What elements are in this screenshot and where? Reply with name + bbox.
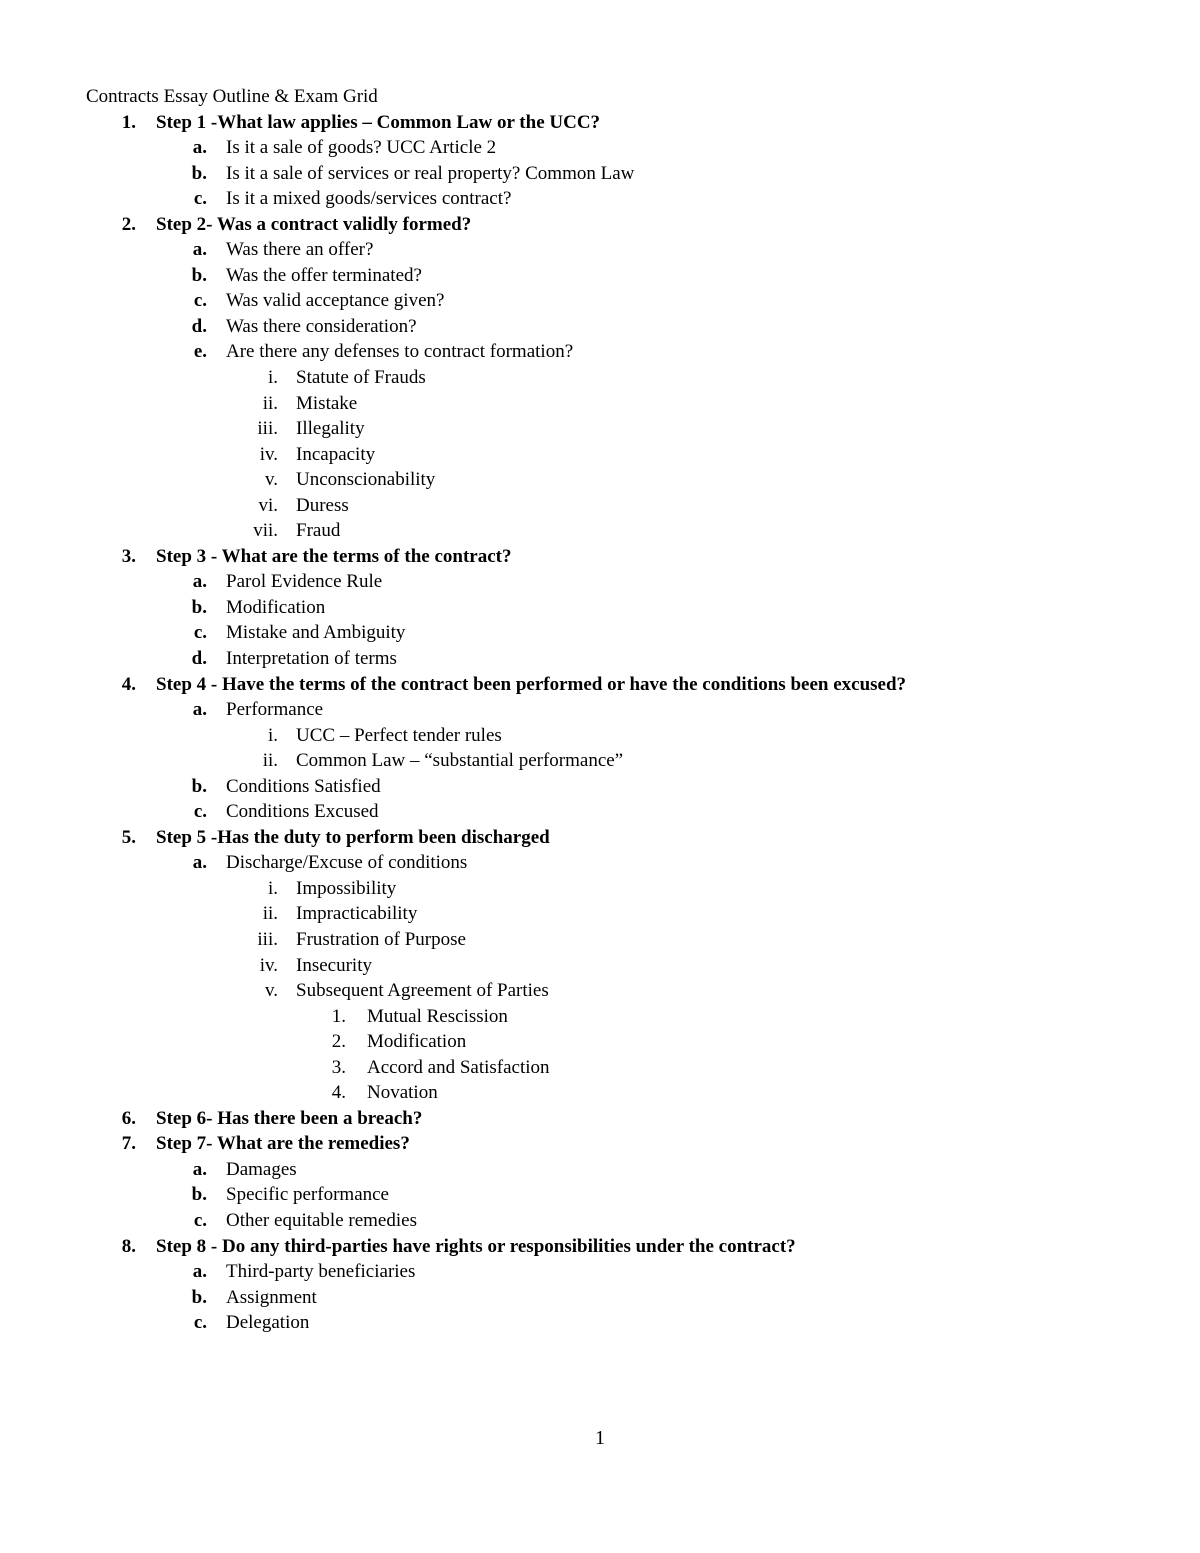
outline-text: Are there any defenses to contract formation? — [226, 341, 574, 363]
outline-item-level-2 — [0, 263, 1200, 289]
outline-marker: 3. — [331, 1056, 346, 1078]
outline-text: Assignment — [226, 1286, 317, 1308]
outline-marker: iv. — [259, 443, 278, 465]
outline-marker: d. — [191, 315, 207, 337]
outline-text: Step 6- Has there been a breach? — [156, 1107, 423, 1129]
outline-item-level-2 — [0, 186, 1200, 212]
outline-marker: 1. — [121, 111, 136, 133]
document-title: Contracts Essay Outline & Exam Grid — [86, 86, 378, 107]
outline-item-level-3 — [0, 723, 1200, 749]
outline-text: Illegality — [296, 418, 365, 440]
outline-item-level-3 — [0, 978, 1200, 1004]
outline-marker: iii. — [257, 418, 278, 440]
outline-item-level-3 — [0, 953, 1200, 979]
outline-marker: ii. — [262, 750, 278, 772]
outline-item-level-2 — [0, 1310, 1200, 1336]
outline-text: Modification — [226, 596, 326, 618]
outline-text: Delegation — [226, 1312, 310, 1334]
outline-text: Fraud — [296, 520, 341, 542]
outline-marker: 1. — [331, 1005, 346, 1027]
outline-list — [0, 110, 1200, 1336]
outline-item-level-4 — [0, 1055, 1200, 1081]
outline-marker: 5. — [121, 826, 136, 848]
outline-item-level-2 — [0, 1182, 1200, 1208]
outline-marker: d. — [191, 647, 207, 669]
outline-marker: b. — [191, 1184, 207, 1206]
outline-text: Other equitable remedies — [226, 1210, 417, 1232]
outline-item-level-2 — [0, 697, 1200, 723]
outline-text: Is it a sale of services or real property? Common Law — [226, 162, 635, 184]
outline-item-level-4 — [0, 1080, 1200, 1106]
outline-item-level-2 — [0, 161, 1200, 187]
outline-item-level-2 — [0, 799, 1200, 825]
outline-marker: a. — [192, 571, 207, 593]
outline-text: Step 2- Was a contract validly formed? — [156, 213, 472, 235]
outline-marker: c. — [193, 1210, 207, 1232]
outline-text: Third-party beneficiaries — [226, 1261, 416, 1283]
outline-marker: a. — [192, 699, 207, 721]
outline-item-level-4 — [0, 1029, 1200, 1055]
outline-item-level-2 — [0, 237, 1200, 263]
outline-text: Statute of Frauds — [296, 366, 426, 388]
outline-marker: c. — [193, 801, 207, 823]
outline-marker: e. — [193, 341, 207, 363]
outline-text: Mutual Rescission — [367, 1005, 508, 1027]
outline-text: Step 1 -What law applies – Common Law or the UCC? — [156, 111, 601, 133]
outline-item-level-3 — [0, 442, 1200, 468]
outline-text: Impracticability — [296, 903, 418, 925]
outline-text: Was valid acceptance given? — [226, 290, 445, 312]
outline-text: Modification — [367, 1031, 467, 1053]
outline-item-level-3 — [0, 518, 1200, 544]
outline-item-level-1 — [0, 544, 1200, 570]
outline-marker: c. — [193, 622, 207, 644]
outline-text: Was there an offer? — [226, 239, 374, 261]
outline-item-level-2 — [0, 850, 1200, 876]
outline-text: Was there consideration? — [226, 315, 417, 337]
outline-text: Subsequent Agreement of Parties — [296, 980, 549, 1002]
outline-marker: a. — [192, 137, 207, 159]
outline-item-level-2 — [0, 620, 1200, 646]
outline-text: UCC – Perfect tender rules — [296, 724, 502, 746]
outline-item-level-2 — [0, 646, 1200, 672]
outline-text: Step 5 -Has the duty to perform been discharged — [156, 826, 550, 848]
outline-marker: a. — [192, 1261, 207, 1283]
outline-text: Discharge/Excuse of conditions — [226, 852, 468, 874]
outline-item-level-1 — [0, 1234, 1200, 1260]
outline-item-level-1 — [0, 825, 1200, 851]
outline-text: Accord and Satisfaction — [367, 1056, 550, 1078]
outline-text: Specific performance — [226, 1184, 389, 1206]
outline-text: Is it a mixed goods/services contract? — [226, 188, 512, 210]
outline-marker: 2. — [331, 1031, 346, 1053]
outline-text: Novation — [367, 1082, 438, 1104]
outline-item-level-1 — [0, 110, 1200, 136]
outline-text: Step 7- What are the remedies? — [156, 1133, 410, 1155]
outline-item-level-2 — [0, 1259, 1200, 1285]
outline-marker: v. — [264, 469, 278, 491]
outline-marker: a. — [192, 239, 207, 261]
outline-marker: b. — [191, 264, 207, 286]
outline-item-level-3 — [0, 901, 1200, 927]
outline-marker: v. — [264, 980, 278, 1002]
outline-text: Impossibility — [296, 877, 397, 899]
outline-item-level-2 — [0, 569, 1200, 595]
outline-item-level-2 — [0, 1208, 1200, 1234]
outline-item-level-3 — [0, 467, 1200, 493]
outline-marker: b. — [191, 775, 207, 797]
outline-item-level-2 — [0, 135, 1200, 161]
outline-item-level-3 — [0, 927, 1200, 953]
outline-text: Interpretation of terms — [226, 647, 397, 669]
outline-marker: iv. — [259, 954, 278, 976]
outline-text: Step 8 - Do any third-parties have rights or responsibilities under the contract? — [156, 1235, 796, 1257]
outline-text: Insecurity — [296, 954, 372, 976]
outline-marker: b. — [191, 162, 207, 184]
outline-item-level-3 — [0, 493, 1200, 519]
outline-marker: 3. — [121, 545, 136, 567]
outline-text: Unconscionability — [296, 469, 436, 491]
outline-item-level-2 — [0, 339, 1200, 365]
outline-marker: i. — [267, 877, 278, 899]
outline-marker: 8. — [121, 1235, 136, 1257]
outline-item-level-3 — [0, 365, 1200, 391]
outline-text: Incapacity — [296, 443, 376, 465]
outline-text: Is it a sale of goods? UCC Article 2 — [226, 137, 497, 159]
outline-text: Duress — [296, 494, 349, 516]
outline-item-level-3 — [0, 391, 1200, 417]
outline-text: Step 3 - What are the terms of the contract? — [156, 545, 512, 567]
outline-text: Mistake — [296, 392, 358, 414]
outline-marker: 7. — [121, 1133, 136, 1155]
outline-marker: vi. — [258, 494, 278, 516]
outline-item-level-2 — [0, 774, 1200, 800]
outline-item-level-1 — [0, 1131, 1200, 1157]
outline-text: Conditions Satisfied — [226, 775, 381, 797]
outline-item-level-3 — [0, 416, 1200, 442]
outline-marker: b. — [191, 1286, 207, 1308]
outline-marker: 4. — [331, 1082, 346, 1104]
outline-text: Frustration of Purpose — [296, 929, 466, 950]
outline-text: Mistake and Ambiguity — [226, 622, 406, 644]
outline-marker: ii. — [262, 392, 278, 414]
outline-marker: c. — [193, 188, 207, 210]
outline-marker: c. — [193, 1312, 207, 1334]
outline-item-level-2 — [0, 1285, 1200, 1311]
outline-item-level-2 — [0, 1157, 1200, 1183]
outline-marker: ii. — [262, 903, 278, 925]
outline-text: Conditions Excused — [226, 801, 379, 823]
outline-marker: a. — [192, 852, 207, 874]
outline-item-level-1 — [0, 1106, 1200, 1132]
outline-item-level-2 — [0, 288, 1200, 314]
outline-item-level-3 — [0, 876, 1200, 902]
outline-marker: b. — [191, 596, 207, 618]
outline-marker: vii. — [253, 520, 278, 542]
outline-marker: 6. — [121, 1107, 136, 1129]
outline-marker: c. — [193, 290, 207, 312]
outline-marker: i. — [267, 724, 278, 746]
outline-text: Performance — [226, 699, 324, 721]
page-number: 1 — [595, 1427, 605, 1449]
outline-marker: 2. — [121, 213, 136, 235]
outline-marker: iii. — [257, 929, 278, 950]
outline-marker: 4. — [121, 673, 136, 695]
outline-item-level-4 — [0, 1004, 1200, 1030]
outline-text: Common Law – “substantial performance” — [296, 750, 624, 772]
outline-text: Step 4 - Have the terms of the contract been performed or have the conditions been excused? — [156, 673, 907, 695]
outline-item-level-1 — [0, 672, 1200, 698]
outline-text: Parol Evidence Rule — [226, 571, 383, 593]
outline-marker: a. — [192, 1158, 207, 1180]
outline-item-level-2 — [0, 314, 1200, 340]
outline-item-level-1 — [0, 212, 1200, 238]
outline-item-level-3 — [0, 748, 1200, 774]
outline-marker: i. — [267, 366, 278, 388]
outline-item-level-2 — [0, 595, 1200, 621]
outline-text: Damages — [226, 1158, 297, 1180]
outline-text: Was the offer terminated? — [226, 264, 422, 286]
